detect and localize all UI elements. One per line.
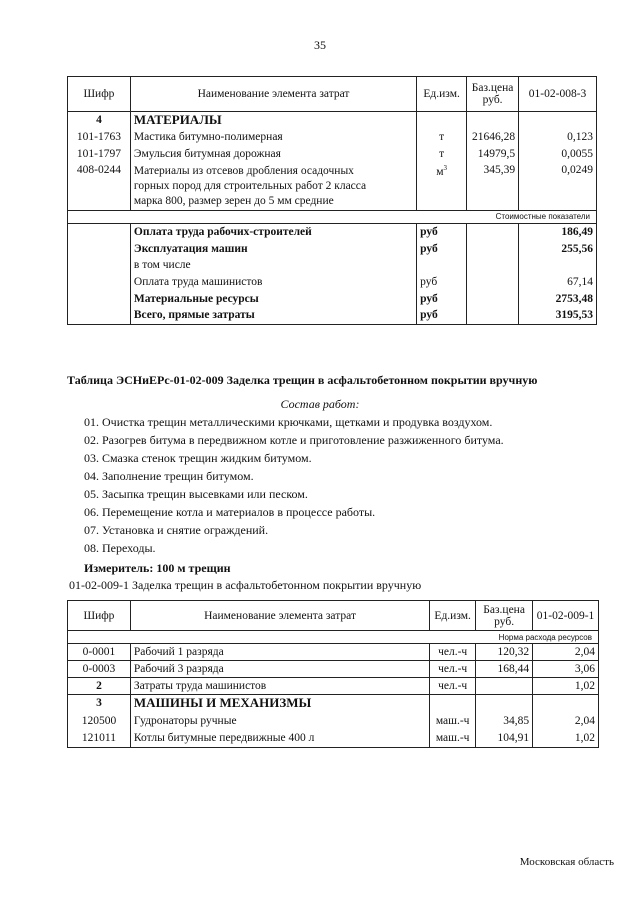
material-name: Мастика битумно-полимерная [130,128,416,145]
header-unit: Ед.изм. [417,77,467,112]
worker-qty: 3,06 [533,661,599,678]
header-code: Шифр [68,77,131,112]
worker-name: Рабочий 1 разряда [130,644,429,661]
row-code: 2 [68,678,131,695]
cost-unit: руб [417,307,467,324]
work-step: 03. Смазка стенок трещин жидким битумом. [84,451,312,465]
work-step: 02. Разогрев битума в передвижном котле и приготовление разжиженного битума. [84,433,504,447]
machine-code: 120500 [68,712,131,730]
header-norm: 01-02-008-3 [519,77,597,112]
work-step: 05. Засыпка трещин высевками или песком. [84,487,308,501]
worker-price: 120,32 [476,644,533,661]
cost-name: Всего, прямые затраты [130,307,416,324]
material-unit: $м^3$ [417,162,467,210]
row-qty: 1,02 [533,678,599,695]
table-title: Таблица ЭСНиЕРс-01-02-009 Заделка трещин в асфальтобетонном покрытии вручную [67,373,538,387]
material-code: 408-0244 [68,162,131,210]
cost-value: 2753,48 [519,290,597,307]
footer-region: Московская область [519,856,614,868]
header-name: Наименование элемента затрат [130,601,429,631]
material-name-line: Материалы из отсевов дробления осадочных [133,165,354,177]
header-name: Наименование элемента затрат [130,77,416,112]
material-name-line: марка 800, размер зерен до 5 мм средние [133,195,334,207]
header-base-price: Баз.цена руб. [467,77,519,112]
composition-title: Состав работ: [280,397,360,411]
section-title: МАШИНЫ И МЕХАНИЗМЫ [130,695,429,712]
resource-table-008-3 [67,76,597,325]
worker-unit: чел.-ч [430,644,476,661]
header-norm: 01-02-009-1 [533,601,599,631]
machine-unit: маш.-ч [430,730,476,748]
cost-name: Эксплуатация машин [130,240,416,257]
material-name-multiline [130,162,416,210]
worker-name: Рабочий 3 разряда [130,661,429,678]
worker-code: 0-0001 [68,644,131,661]
cost-name: Материальные ресурсы [130,290,416,307]
cost-value: 3195,53 [519,307,597,324]
worker-price: 168,44 [476,661,533,678]
material-qty: 0,123 [519,128,597,145]
material-qty: 0,0249 [519,162,597,210]
work-step: 07. Установка и снятие ограждений. [84,523,269,537]
machine-qty: 1,02 [533,730,599,748]
material-name: Эмульсия битумная дорожная [130,145,416,162]
cost-name: в том числе [130,257,416,273]
machine-name: Котлы битумные передвижные 400 л [130,730,429,748]
cost-value: 255,56 [519,240,597,257]
cost-value: 67,14 [519,273,597,290]
machine-price: 104,91 [476,730,533,748]
row-price [476,678,533,695]
norm-code-line: 01-02-009-1 Заделка трещин в асфальтобетонном покрытии вручную [69,578,422,592]
resource-table-009-1 [67,600,599,748]
worker-unit: чел.-ч [430,661,476,678]
worker-qty: 2,04 [533,644,599,661]
material-qty: 0,0055 [519,145,597,162]
header-code: Шифр [68,601,131,631]
cost-value: 186,49 [519,223,597,240]
machine-unit: маш.-ч [430,712,476,730]
cost-indicators-note: Стоимостные показатели [68,210,597,223]
measure-unit: Измеритель: 100 м трещин [84,561,231,575]
section-num: 4 [68,112,131,129]
material-price: 21646,28 [467,128,519,145]
work-step: 01. Очистка трещин металлическими крючками, щетками и продувка воздухом. [84,415,493,429]
cost-unit: руб [417,240,467,257]
row-unit: чел.-ч [430,678,476,695]
cost-unit: руб [417,290,467,307]
work-step: 08. Переходы. [84,541,156,555]
row-name: Затраты труда машинистов [130,678,429,695]
cost-name: Оплата труда рабочих-строителей [130,223,416,240]
machine-price: 34,85 [476,712,533,730]
material-code: 101-1797 [68,145,131,162]
material-price: 345,39 [467,162,519,210]
work-step: 06. Перемещение котла и материалов в процессе работы. [84,505,376,519]
section-num: 3 [68,695,131,712]
material-unit: т [417,128,467,145]
header-base-price: Баз.цена руб. [476,601,533,631]
material-code: 101-1763 [68,128,131,145]
worker-code: 0-0003 [68,661,131,678]
page-number: 35 [314,38,326,52]
machine-qty: 2,04 [533,712,599,730]
header-unit: Ед.изм. [430,601,476,631]
work-step: 04. Заполнение трещин битумом. [84,469,254,483]
cost-name: Оплата труда машинистов [130,273,416,290]
machine-name: Гудронаторы ручные [130,712,429,730]
material-name-line: горных пород для строительных работ 2 класса [133,180,367,192]
material-price: 14979,5 [467,145,519,162]
cost-unit: руб [417,273,467,290]
material-unit: т [417,145,467,162]
machine-code: 121011 [68,730,131,748]
cost-unit: руб [417,223,467,240]
norm-consumption-note: Норма расхода ресурсов [68,631,599,644]
section-title: МАТЕРИАЛЫ [130,112,416,129]
